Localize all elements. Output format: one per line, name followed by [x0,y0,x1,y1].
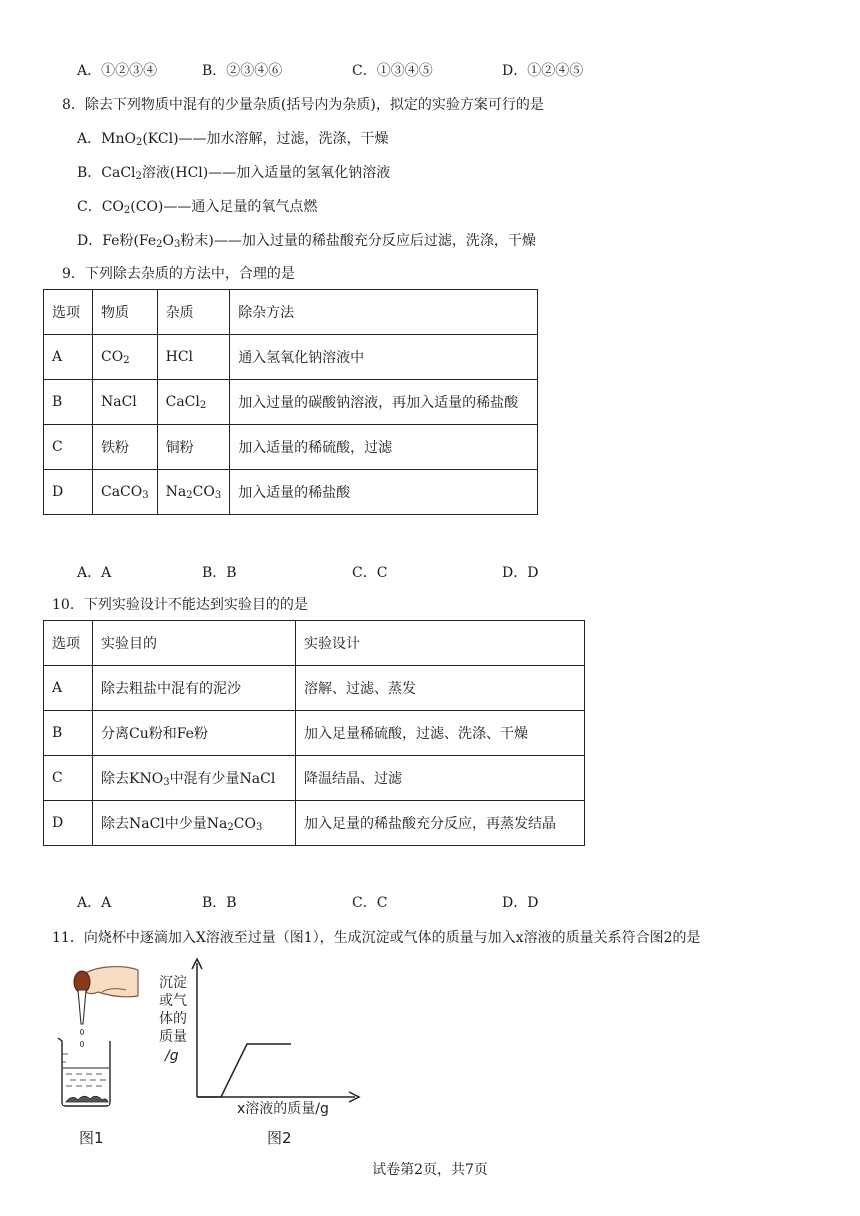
figure-1-caption: 图1 [79,1129,104,1147]
q9-stem: 9．下列除去杂质的方法中，合理的是 [62,266,295,282]
q9-option-b: B．B [202,565,237,581]
row-substance: NaCl [93,380,158,425]
page-footer: 试卷第2页，共7页 [372,1162,488,1178]
q8-option-c: C．$CO_2(CO)——$通入足量的氧气点燃 [77,199,318,216]
q8-option-a: A．MnO$_2$(KCl)——加水溶解，过滤，洗涤，干燥 [77,131,389,148]
q10-option-c: C．C [352,895,388,911]
q9-option-d: D．D [502,565,539,581]
row-design: 溶解、过滤、蒸发 [296,666,585,711]
table-row [44,666,585,711]
header-impurity: 杂质 [157,290,230,335]
row-substance: CaCO$_3$ [93,470,158,515]
ylabel-line: 质量 [159,1029,187,1045]
row-goal: 分离Cu粉和Fe粉 [93,711,296,756]
row-option: A [44,335,93,380]
row-method: 加入适量的稀硫酸，过滤 [230,425,538,470]
table-header-row [44,621,585,666]
beaker-dropper-illustration [52,962,142,1112]
q9-table [43,289,538,515]
xlabel: x溶液的质量/g [237,1101,329,1117]
row-method: 加入适量的稀盐酸 [230,470,538,515]
row-impurity: 铜粉 [157,425,230,470]
q9-option-c: C．C [352,565,388,581]
row-substance: $CO_2$ [93,335,158,380]
q8-stem: 8．除去下列物质中混有的少量杂质(括号内为杂质)，拟定的实验方案可行的是 [62,97,544,113]
row-option: B [44,711,93,756]
row-design: 加入足量的稀盐酸充分反应，再蒸发结晶 [296,801,585,846]
ylabel-line: 沉淀 [159,975,187,991]
row-method: 加入过量的碳酸钠溶液，再加入适量的稀盐酸 [230,380,538,425]
q7-option-a: A．①②③④ [77,63,158,79]
q11-stem: 11．向烧杯中逐滴加入X溶液至过量（图1），生成沉淀或气体的质量与加入x溶液的质量关系符合图2的是 [52,930,701,946]
row-impurity: HCl [157,335,230,380]
row-option: C [44,425,93,470]
row-goal: 除去粗盐中混有的泥沙 [93,666,296,711]
header-option: 选项 [44,290,93,335]
row-option: A [44,666,93,711]
mass-relation-graph [155,955,365,1120]
q10-table [43,620,585,846]
q7-option-d: D．①②④⑤ [502,63,584,79]
table-row [44,711,585,756]
header-option: 选项 [44,621,93,666]
q10-stem: 10．下列实验设计不能达到实验目的的是 [52,597,308,613]
table-row [44,425,538,470]
table-row [44,380,538,425]
q9-option-a: A．A [77,565,112,581]
q8-option-b: B．CaCl$_2$溶液(HCl)——加入适量的氢氧化钠溶液 [77,165,391,182]
row-option: D [44,470,93,515]
row-impurity: CaCl$_2$ [157,380,230,425]
ylabel-line: 体的 [159,1011,187,1027]
ylabel-line: 或气 [159,993,187,1009]
row-design: 降温结晶、过滤 [296,756,585,801]
row-goal: 除去$KNO_3$中混有少量NaCl [93,756,296,801]
table-row [44,756,585,801]
q10-option-d: D．D [502,895,539,911]
row-substance: 铁粉 [93,425,158,470]
row-method: 通入氢氧化钠溶液中 [230,335,538,380]
table-row [44,801,585,846]
table-row [44,335,538,380]
curve-line [197,1044,291,1097]
row-option: B [44,380,93,425]
header-substance: 物质 [93,290,158,335]
row-option: C [44,756,93,801]
header-design: 实验设计 [296,621,585,666]
q10-option-b: B．B [202,895,237,911]
table-row [44,470,538,515]
q7-option-c: C．①③④⑤ [352,63,433,79]
figure-2-caption: 图2 [267,1129,292,1147]
row-design: 加入足量稀硫酸，过滤、洗涤、干燥 [296,711,585,756]
row-option: D [44,801,93,846]
row-impurity: $Na_2CO_3$ [157,470,230,515]
q7-option-b: B．②③④⑥ [202,63,283,79]
q10-option-a: A．A [77,895,112,911]
header-goal: 实验目的 [93,621,296,666]
row-goal: 除去NaCl中少量$Na_2CO_3$ [93,801,296,846]
header-method: 除杂方法 [230,290,538,335]
ylabel-line: /g [165,1048,179,1064]
table-header-row [44,290,538,335]
q8-option-d: D．Fe粉($Fe_2O_3$粉末)——加入过量的稀盐酸充分反应后过滤，洗涤，干燥 [77,233,536,250]
